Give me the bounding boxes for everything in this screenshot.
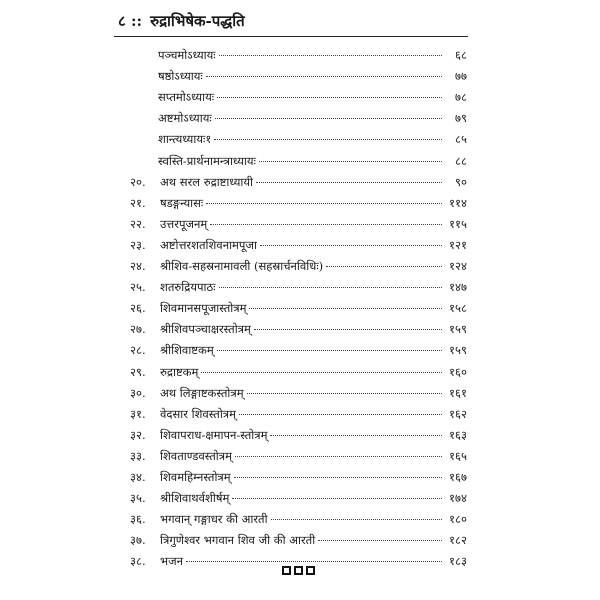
ornament-square-icon [306,566,315,575]
toc-entry [0,299,600,317]
toc-entry-number: २९. [130,364,146,379]
toc-leader-dots [206,203,442,204]
toc-leader-dots [254,329,442,330]
toc-leader-dots [260,245,442,246]
toc-entry [0,67,600,85]
toc-entry [0,88,600,106]
toc-entry-line [160,510,467,528]
toc-entry-page: १७४ [449,491,467,506]
toc-entry [0,489,600,507]
toc-leader-dots [206,76,442,77]
toc-entry-number: ३६. [130,512,146,527]
toc-leader-dots [239,414,442,415]
toc-entry-number: ३३. [130,448,146,463]
toc-entry-number: ३२. [130,427,146,442]
toc-entry-line [160,531,467,549]
toc-entry-page: ८५ [455,132,467,147]
toc-entry-title: त्रिगुणेश्वर भगवान शिव जी की आरती [160,533,316,548]
toc-entry-page: ११४ [449,195,467,210]
toc-leader-dots [270,435,442,436]
toc-entry-title: स्वस्ति-प्रार्थनामन्त्राध्यायः [158,153,256,168]
toc-entry-page: १६० [449,364,467,379]
toc-entry-line [160,363,467,381]
toc-entry-line [160,384,467,402]
toc-entry-line [160,257,467,275]
toc-entry-title: षडङ्गन्यासः [160,195,204,210]
toc-entry [0,320,600,338]
toc-leader-dots [201,372,442,373]
toc-entry-title: षष्ठोऽध्यायः [158,69,203,84]
toc-entry-number: २५. [130,280,146,295]
toc-entry-title: श्रीशिवाष्टकम् [160,343,214,358]
toc-entry-title: अष्टमोऽध्यायः [158,111,212,126]
toc-entry-page: १६२ [449,406,467,421]
toc-entry-title: भगवान् गङ्गाधर की आरती [160,512,268,527]
toc-entry [0,46,600,64]
toc-leader-dots [234,477,442,478]
toc-entry-title: शतरुद्रियपाठः [160,280,216,295]
toc-entry [0,194,600,212]
toc-leader-dots [219,55,442,56]
toc-leader-dots [326,266,442,267]
toc-entry [0,468,600,486]
toc-leader-dots [186,561,442,562]
toc-entry-title: शिवापराध-क्षमापन-स्तोत्रम् [160,427,268,442]
toc-entry-number: २७. [130,322,146,337]
toc-entry [0,426,600,444]
toc-entry-title: सप्तमोऽध्यायः [158,90,215,105]
toc-entry-title: श्रीशिवाथर्वशीर्षम् [160,491,230,506]
toc-leader-dots [217,350,442,351]
toc-entry-number: २२. [130,216,146,231]
toc-entry [0,152,600,170]
toc-entry-page: १५९ [449,322,467,337]
toc-entry-line [160,320,467,338]
toc-entry-number: २४. [130,259,146,273]
toc-entry-number: २०. [130,174,146,189]
toc-entry [0,447,600,465]
toc-entry-page: १६१ [449,385,467,400]
toc-entry-line [158,46,467,64]
toc-entry [0,257,600,275]
toc-entry [0,405,600,423]
toc-entry [0,510,600,528]
toc-entry-line [160,405,467,423]
toc-entry-title: शिवमहिम्नस्तोत्रम् [160,470,231,484]
toc-entry-page: १८० [449,512,467,527]
toc-leader-dots [247,393,442,394]
toc-entry-page: ८८ [455,153,467,168]
toc-entry-title: शिवमानसपूजास्तोत्रम् [160,301,247,316]
toc-entry-line [160,468,467,486]
toc-entry-number: २६. [130,301,146,316]
toc-entry-title: श्रीशिव-सहस्रनामावली (सहस्रार्चनविधिः) [160,259,324,273]
toc-leader-dots [259,161,442,162]
footer-ornament [282,566,315,575]
toc-entry-line [160,447,467,465]
toc-leader-dots [232,498,442,499]
toc-entry-line [160,278,467,296]
toc-entry-line [158,152,467,170]
toc-entry-page: १५९ [449,343,467,358]
toc-entry-page: १६७ [449,470,467,484]
toc-leader-dots [318,540,442,541]
toc-entry [0,130,600,148]
toc-entry [0,278,600,296]
toc-entry-line [160,173,467,191]
toc-entry-page: ७९ [455,111,467,126]
toc-entry-page: १६३ [449,427,467,442]
toc-entry-line [160,426,467,444]
toc-entry-page: १२४ [449,259,467,273]
toc-entry-line [160,236,467,254]
toc-entry [0,236,600,254]
toc-entry-line [160,341,467,359]
toc-entry [0,215,600,233]
toc-entry [0,173,600,191]
toc-leader-dots [217,97,442,98]
toc-entry-title: अष्टोत्तरशतशिवनामपूजा [160,237,257,252]
toc-leader-dots [249,308,442,309]
toc-entry-page: ६८ [455,48,467,62]
header-page-number: ८ :: [118,12,143,30]
toc-entry-page: ११५ [449,216,467,231]
ornament-square-icon [282,566,291,575]
toc-leader-dots [214,139,442,140]
toc-leader-dots [256,182,442,183]
ornament-square-icon [294,566,303,575]
toc-entry-title: श्रीशिवपञ्चाक्षरस्तोत्रम् [160,322,251,337]
toc-entry-number: ३४. [130,470,146,484]
toc-entry-number: ३८. [130,554,146,569]
toc-entry-line [158,67,467,85]
toc-entry [0,363,600,381]
toc-entry-title: वेदसार शिवस्तोत्रम् [160,406,237,421]
toc-entry-page: १६५ [449,448,467,463]
toc-entry-page: १८३ [449,554,467,569]
toc-entry-number: ३१. [130,406,146,421]
toc-entry-line [158,130,467,148]
toc-entry-line [160,215,467,233]
toc-leader-dots [235,456,442,457]
toc-entry-number: २८. [130,343,146,358]
toc-entry-title: अथ लिङ्गाष्टकस्तोत्रम् [160,385,244,400]
toc-entry-title: शान्त्यध्यायः१ [158,132,212,147]
toc-entry-title: पञ्चमोऽध्यायः [158,48,216,62]
toc-entry-page: १२१ [449,237,467,252]
toc-entry-number: ३५. [130,491,146,506]
toc-entry-title: रुद्राष्टकम् [160,364,199,379]
toc-leader-dots [215,118,442,119]
toc-entry [0,531,600,549]
toc-entry-page: १८२ [449,533,467,548]
toc-entry-title: उत्तरपूजनम् [160,216,208,231]
toc-entry-line [158,109,467,127]
toc-entry-page: ७७ [455,69,467,84]
toc-entry-number: २१. [130,195,146,210]
toc-entry-page: ७८ [455,90,467,105]
toc-entry-page: १५८ [449,301,467,316]
toc-entry [0,384,600,402]
toc-leader-dots [271,519,442,520]
toc-entry-title: अथ सरल रुद्राष्टाध्यायी [160,174,253,189]
toc-entry [0,109,600,127]
toc-entry-title: भजन [160,554,183,569]
toc-entry-number: ३०. [130,385,146,400]
toc-entry-line [160,489,467,507]
toc-leader-dots [219,287,442,288]
toc-leader-dots [210,224,442,225]
toc-entry [0,341,600,359]
toc-entry-line [158,88,467,106]
toc-entry-number: २३. [130,237,146,252]
toc-entry-title: शिवताण्डवस्तोत्रम् [160,448,232,463]
toc-entry-line [160,299,467,317]
toc-entry-page: १४७ [449,280,467,295]
toc-entry-page: ९० [455,174,467,189]
toc-entry-line [160,194,467,212]
toc-entry-number: ३७. [130,533,146,548]
header-title: रुद्राभिषेक-पद्धति [150,12,245,30]
